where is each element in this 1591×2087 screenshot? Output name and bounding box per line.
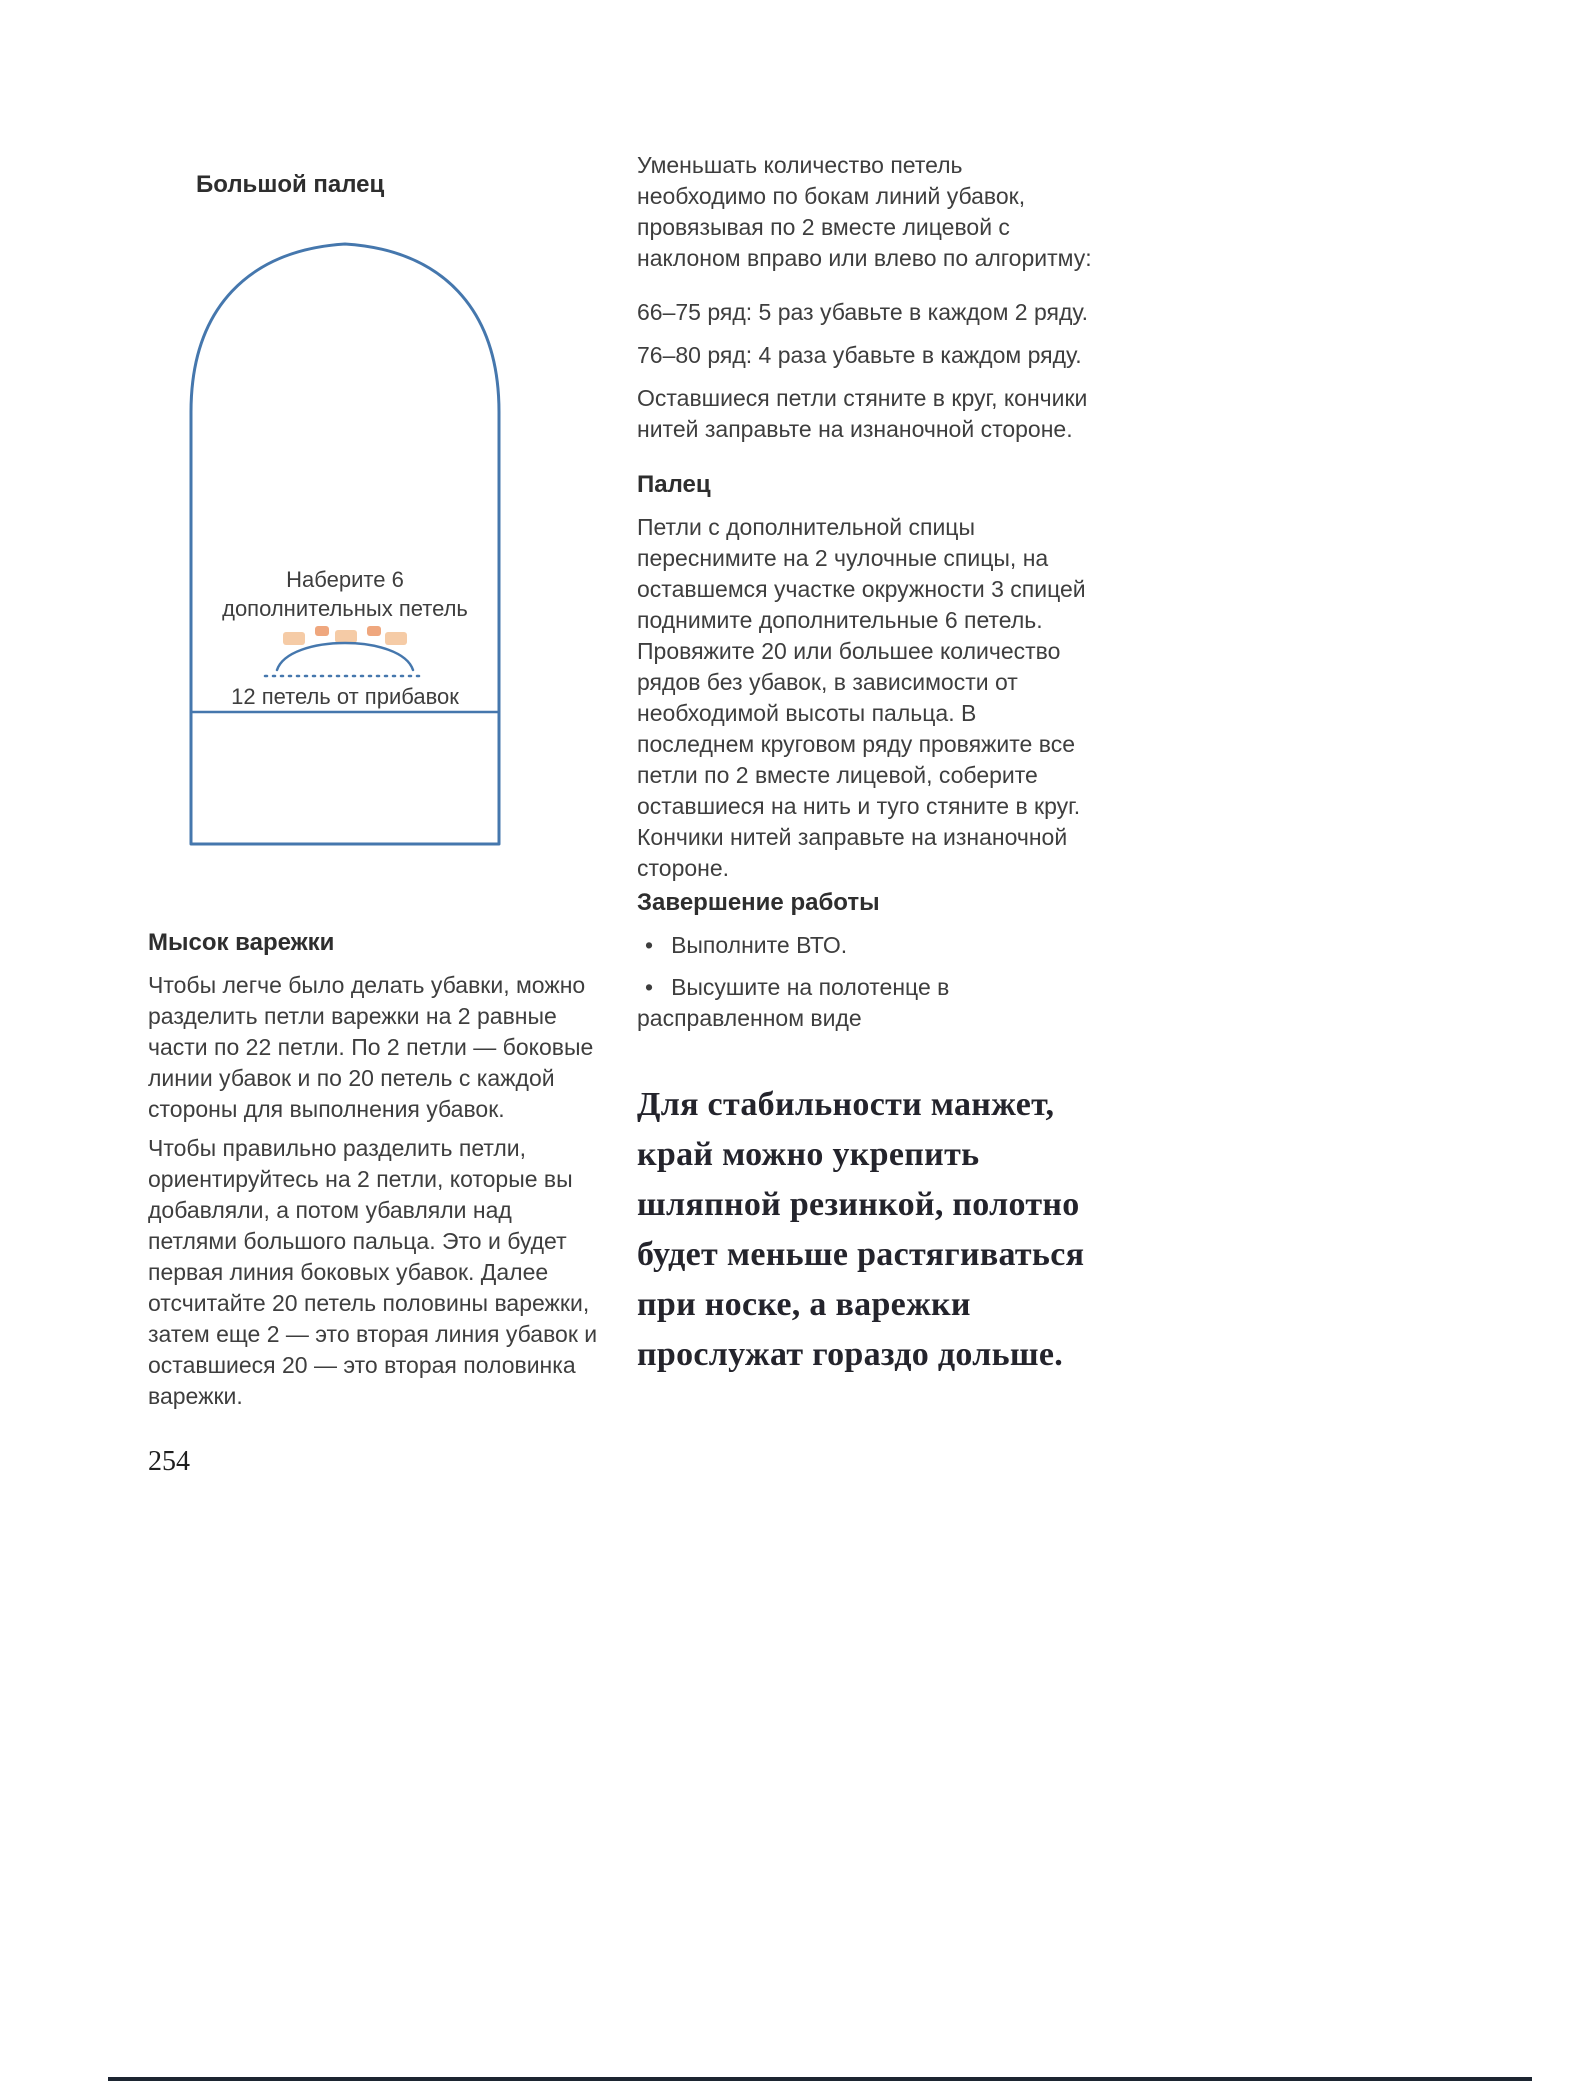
cast-on-label-line2: дополнительных петель — [222, 596, 468, 621]
pickup-count-label: 12 петель от прибавок — [231, 684, 459, 709]
decrease-row-2: 76–80 ряд: 4 раза убавьте в каждом ряду. — [637, 342, 1082, 368]
finishing-bullet-1-label: Выполните ВТО. — [671, 932, 848, 958]
cast-on-label-line1: Наберите 6 — [286, 567, 404, 592]
tip-quote-line: будет меньше растягиваться — [637, 1236, 1085, 1273]
tip-quote — [637, 1080, 1137, 1380]
tip-quote-line: прослужат гораздо дольше. — [637, 1336, 1064, 1373]
decrease-closing-paragraph: Оставшиеся петли стяните в круг, кончики нитей заправьте на изнаночной стороне. — [637, 385, 1088, 442]
bullet-dot: • — [645, 932, 654, 958]
toe-paragraph-1: Чтобы легче было делать убавки, можно разделить петли варежки на 2 равные части по 22 петли. По 2 петли — боковые линии убавок и по 20 петель с каждой стороны для выполнения убавок. — [148, 972, 594, 1122]
bullet-dot: • — [645, 974, 654, 1000]
finger-paragraph: Петли с дополнительной спицы переснимите на 2 чулочные спицы, на оставшемся участке окружности 3 спицей поднимите дополнительные 6 петель. Провяжите 20 или большее количество рядов без убавок, в зависимости от необходимой высоты пальца. В последнем круговом ряду провяжите все петли по 2 вместе лицевой, соберите оставшиеся на нить и туго стяните в круг. Кончики нитей заправьте на изнаночной стороне. — [637, 514, 1086, 881]
tip-quote-line: шляпной резинкой, полотно — [637, 1186, 1080, 1223]
finger-section-title: Палец — [637, 471, 711, 498]
decrease-intro-paragraph: Уменьшать количество петель необходимо по бокам линий убавок, провязывая по 2 вместе лицевой с наклоном вправо или влево по алгоритму: — [637, 152, 1092, 271]
thumb-outline — [191, 244, 499, 844]
cast-on-label — [185, 565, 505, 623]
thumb-diagram-drawing — [185, 232, 505, 847]
finishing-bullet-1 — [637, 930, 1097, 961]
toe-paragraph-2: Чтобы правильно разделить петли, ориентируйтесь на 2 петли, которые вы добавляли, а потом убавляли над петлями большого пальца. Это и будет первая линия боковых убавок. Далее отсчитайте 20 петель половины варежки, затем еще 2 — это вторая линия убавок и оставшиеся 20 — это вторая половинка варежки. — [148, 1135, 598, 1409]
finishing-bullet-2 — [637, 972, 1097, 1034]
page-bottom-rule — [108, 2077, 1532, 2081]
tip-quote-line: Для стабильности манжет, — [637, 1086, 1055, 1123]
tip-quote-line: при носке, а варежки — [637, 1286, 971, 1323]
finishing-section-title: Завершение работы — [637, 889, 880, 916]
cast-on-arc — [277, 643, 413, 670]
thumb-diagram — [185, 232, 505, 847]
tip-quote-line: край можно укрепить — [637, 1136, 980, 1173]
toe-section-title: Мысок варежки — [148, 929, 335, 956]
decrease-row-1: 66–75 ряд: 5 раз убавьте в каждом 2 ряду. — [637, 299, 1088, 325]
thumb-diagram-title: Большой палец — [196, 171, 385, 198]
page-number: 254 — [148, 1446, 190, 1477]
finishing-bullet-2-label: Высушите на полотенце в расправленном виде — [637, 974, 950, 1031]
